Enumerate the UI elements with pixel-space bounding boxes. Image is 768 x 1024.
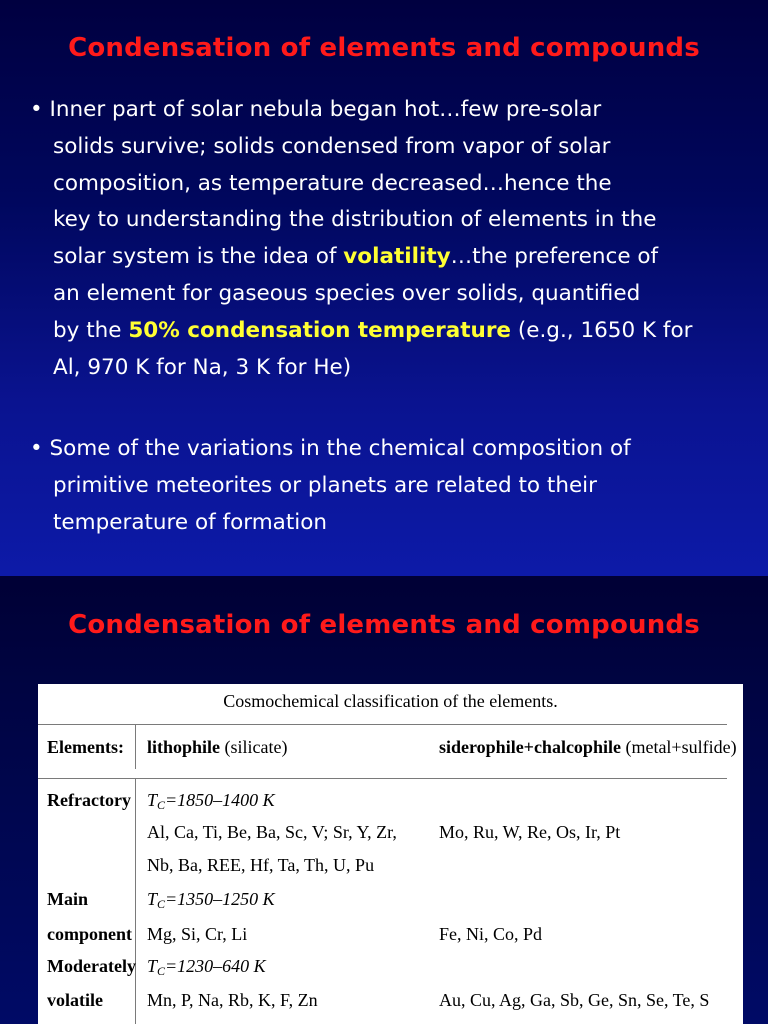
text-line: an element for gaseous species over solids, quantified bbox=[53, 280, 641, 306]
text-line bbox=[30, 313, 742, 350]
lithophile-main: Mg, Si, Cr, Li bbox=[147, 924, 248, 944]
header-lithophile bbox=[147, 736, 288, 758]
header-siderophile-rest: (metal+sulfide) bbox=[620, 737, 737, 757]
lithophile-moderately: Mn, P, Na, Rb, K, F, Zn bbox=[147, 990, 318, 1010]
siderophile-main: Fe, Ni, Co, Pd bbox=[439, 924, 543, 944]
highlight-condensation-temperature: 50% condensation temperature bbox=[128, 317, 512, 343]
slide-2 bbox=[0, 576, 768, 1024]
text-line bbox=[30, 239, 742, 276]
row-label-moderately-line1: Moderately bbox=[47, 956, 136, 976]
text-line: primitive meteorites or planets are related to their bbox=[53, 472, 597, 498]
tc-main bbox=[147, 888, 275, 915]
header-elements: Elements: bbox=[47, 737, 124, 757]
header-siderophile-bold: siderophile+chalcophile bbox=[439, 737, 621, 757]
row-label-moderately-line2: volatile bbox=[47, 990, 103, 1010]
header-lithophile-bold: lithophile bbox=[147, 737, 221, 757]
tc-subscript: C bbox=[157, 964, 166, 978]
tc-subscript: C bbox=[157, 897, 166, 911]
tc-symbol: T bbox=[147, 889, 158, 909]
header-siderophile bbox=[439, 736, 737, 758]
siderophile-moderately: Au, Cu, Ag, Ga, Sb, Ge, Sn, Se, Te, S bbox=[439, 990, 710, 1010]
text-run: (e.g., 1650 K for bbox=[511, 317, 693, 343]
slide-title: Condensation of elements and compounds bbox=[68, 33, 700, 63]
row-label-refractory: Refractory bbox=[47, 790, 131, 810]
table-rule-header bbox=[38, 778, 727, 779]
highlight-volatility: volatility bbox=[343, 244, 451, 270]
text-run: by the bbox=[53, 317, 129, 343]
text-line: composition, as temperature decreased…hence the bbox=[53, 170, 612, 196]
slide-title: Condensation of elements and compounds bbox=[68, 610, 700, 640]
text-run: …the preference of bbox=[450, 244, 659, 270]
lithophile-refractory-line2: Nb, Ba, REE, Hf, Ta, Th, U, Pu bbox=[147, 855, 375, 875]
text-line: key to understanding the distribution of elements in the bbox=[53, 207, 657, 233]
tc-range: =1350–1250 K bbox=[165, 889, 275, 909]
bullet-composition-variation bbox=[30, 431, 742, 541]
table-caption: Cosmochemical classification of the elements. bbox=[223, 691, 558, 711]
header-lithophile-rest: (silicate) bbox=[220, 737, 288, 757]
tc-symbol: T bbox=[147, 956, 158, 976]
tc-moderately bbox=[147, 955, 266, 982]
row-label-main-line1: Main bbox=[47, 889, 89, 909]
text-line: Al, 970 K for Na, 3 K for He) bbox=[53, 354, 352, 380]
tc-refractory bbox=[147, 789, 275, 816]
text-line: • Some of the variations in the chemical composition of bbox=[30, 436, 631, 461]
table-column-divider bbox=[135, 779, 136, 1024]
bullet-volatility bbox=[30, 92, 742, 386]
siderophile-refractory: Mo, Ru, W, Re, Os, Ir, Pt bbox=[439, 822, 621, 842]
tc-symbol: T bbox=[147, 790, 158, 810]
tc-range: =1850–1400 K bbox=[165, 790, 275, 810]
classification-table bbox=[38, 684, 743, 1024]
tc-subscript: C bbox=[157, 798, 166, 812]
table-column-divider bbox=[135, 725, 136, 769]
text-line: solids survive; solids condensed from vapor of solar bbox=[53, 133, 611, 159]
lithophile-refractory-line1: Al, Ca, Ti, Be, Ba, Sc, V; Sr, Y, Zr, bbox=[147, 822, 397, 842]
text-line: temperature of formation bbox=[53, 509, 328, 535]
text-run: solar system is the idea of bbox=[53, 244, 344, 270]
table-rule-top bbox=[38, 724, 727, 725]
text-line: • Inner part of solar nebula began hot…few pre-solar bbox=[30, 97, 602, 122]
tc-range: =1230–640 K bbox=[165, 956, 266, 976]
row-label-main-line2: component bbox=[47, 924, 132, 944]
